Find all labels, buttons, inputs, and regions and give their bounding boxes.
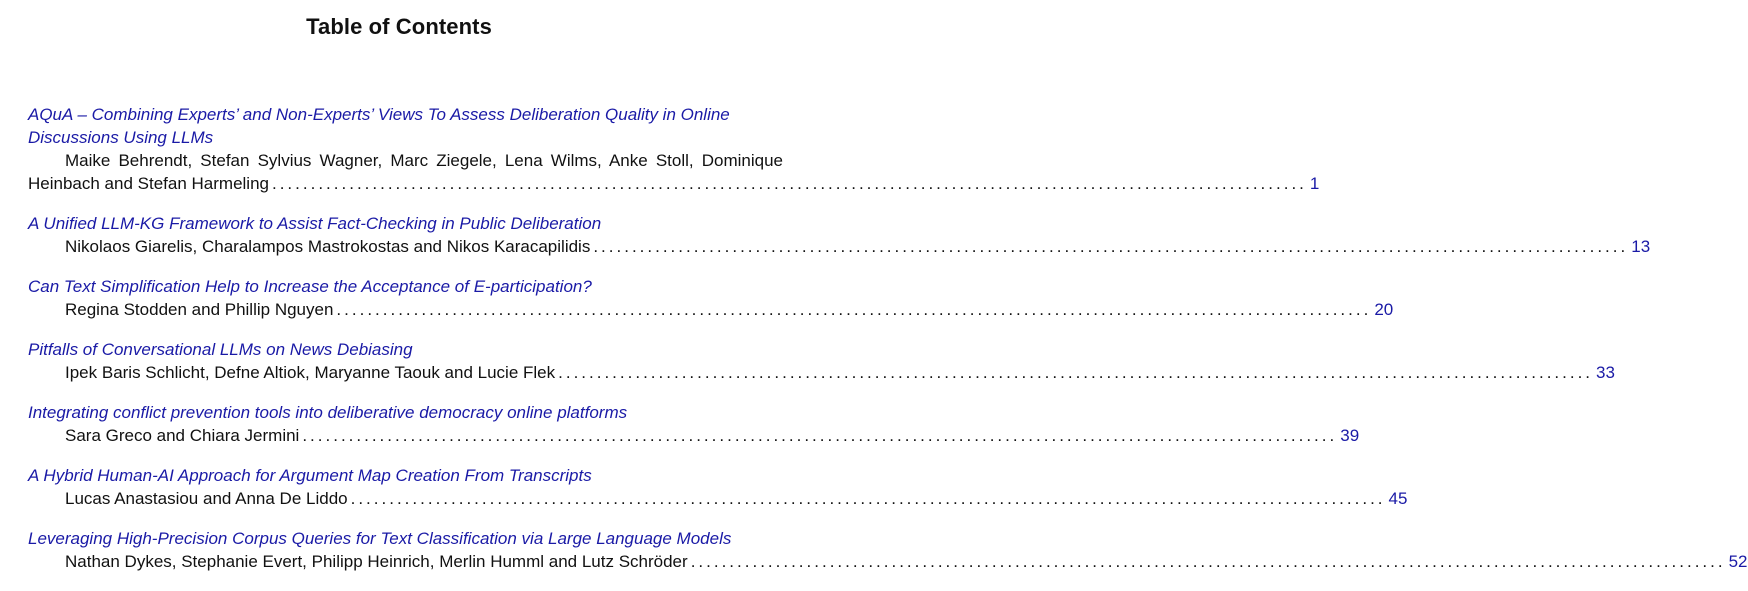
toc-entry (28, 401, 1360, 447)
dot-leader: ...................................................................................................................................... (690, 552, 1726, 571)
entry-title-link[interactable]: Can Text Simplification Help to Increase the Acceptance of E-participation? (28, 277, 592, 296)
entry-authors: Ipek Baris Schlicht, Defne Altiok, Maryanne Taouk and Lucie Flek (65, 363, 556, 382)
entry-title-link[interactable]: AQuA – Combining Experts’ and Non-Experts’ Views To Assess Deliberation Quality in Online Discussions Using LLMs (28, 105, 730, 147)
entry-page-link[interactable]: 52 (1728, 552, 1748, 571)
entry-authors-leader-line (28, 424, 1360, 447)
entry-authors: Regina Stodden and Phillip Nguyen (65, 300, 334, 319)
entry-authors: Nikolaos Giarelis, Charalampos Mastrokostas and Nikos Karacapilidis (65, 237, 591, 256)
dot-leader: ...................................................................................................................................... (302, 426, 1338, 445)
entry-authors: Maike Behrendt, Stefan Sylvius Wagner, Marc Ziegele, Lena Wilms, Anke Stoll, Dominique (65, 151, 783, 170)
entry-page-link[interactable]: 13 (1631, 237, 1651, 256)
entry-authors-leader-line (28, 235, 1651, 258)
entry-title-link[interactable]: Pitfalls of Conversational LLMs on News Debiasing (28, 340, 413, 359)
entry-authors-leader-line (28, 298, 1394, 321)
dot-leader: ...................................................................................................................................... (558, 363, 1594, 382)
entry-authors: Nathan Dykes, Stephanie Evert, Philipp Heinrich, Merlin Humml and Lutz Schröder (65, 552, 688, 571)
entry-authors-leader-line (28, 487, 1408, 510)
toc-entry (28, 212, 1651, 258)
entry-authors-leader-line (28, 361, 1615, 384)
entry-title-link[interactable]: A Hybrid Human-AI Approach for Argument Map Creation From Transcripts (28, 466, 592, 485)
entry-title-link[interactable]: Leveraging High-Precision Corpus Queries for Text Classification via Large Language Models (28, 529, 732, 548)
entry-page-link[interactable]: 20 (1374, 300, 1394, 319)
page-title: Table of Contents (306, 14, 492, 39)
toc-entry (28, 275, 1394, 321)
entry-authors-leader-line (28, 550, 1748, 573)
entry-authors-continued: Heinbach and Stefan Harmeling (28, 174, 269, 193)
entry-title-link[interactable]: A Unified LLM-KG Framework to Assist Fact-Checking in Public Deliberation (28, 214, 602, 233)
entry-authors-leader-line (28, 172, 1320, 195)
toc-entry (28, 464, 1408, 510)
toc-list (28, 103, 1748, 590)
dot-leader: ...................................................................................................................................... (350, 489, 1386, 508)
entry-page-link[interactable]: 45 (1388, 489, 1408, 508)
entry-authors: Lucas Anastasiou and Anna De Liddo (65, 489, 348, 508)
entry-page-link[interactable]: 39 (1340, 426, 1360, 445)
dot-leader: ...................................................................................................................................... (271, 174, 1307, 193)
toc-entry (28, 338, 1615, 384)
entry-title-link[interactable]: Integrating conflict prevention tools into deliberative democracy online platforms (28, 403, 628, 422)
toc-entry (28, 527, 1748, 573)
entry-page-link[interactable]: 33 (1596, 363, 1615, 382)
toc-entry (28, 103, 1320, 195)
entry-authors: Sara Greco and Chiara Jermini (65, 426, 300, 445)
dot-leader: ...................................................................................................................................... (336, 300, 1372, 319)
entry-page-link[interactable]: 1 (1309, 174, 1320, 193)
dot-leader: ...................................................................................................................................... (593, 237, 1629, 256)
